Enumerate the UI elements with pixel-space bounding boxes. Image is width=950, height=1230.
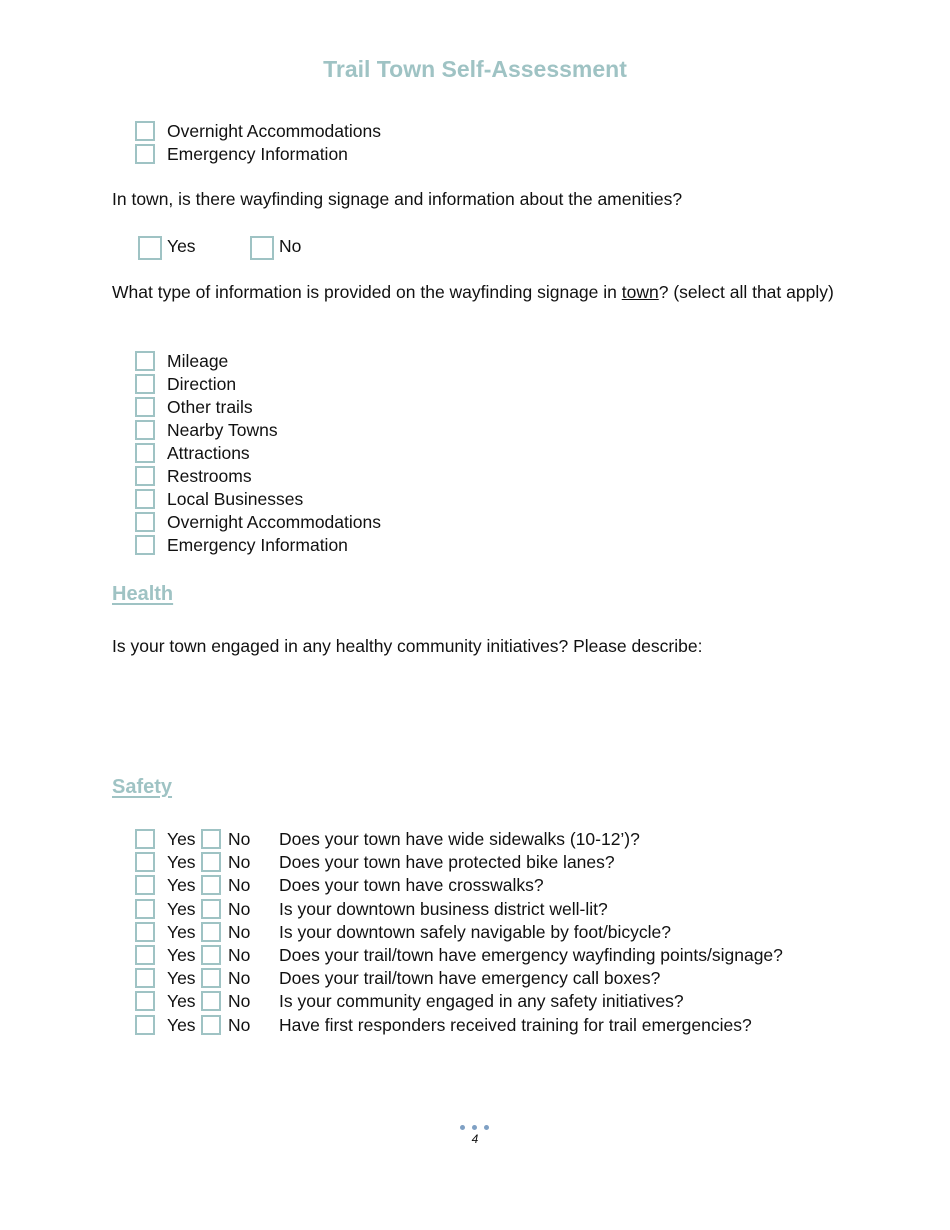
no-checkbox[interactable] [250,236,274,260]
yes-label: Yes [167,875,196,896]
checkbox[interactable] [135,489,155,509]
no-checkbox[interactable] [201,968,221,988]
yes-label: Yes [167,921,196,942]
footer-dots-icon [460,1125,490,1131]
no-checkbox[interactable] [201,945,221,965]
checkbox-label: Other trails [167,397,253,417]
info-question-underlined: town [621,282,659,302]
yes-checkbox[interactable] [135,852,155,872]
safety-question: Is your community engaged in any safety initiatives? [279,991,684,1012]
checkbox[interactable] [135,144,155,164]
checkbox[interactable] [135,512,155,532]
yes-checkbox[interactable] [138,236,162,260]
no-checkbox[interactable] [201,922,221,942]
safety-question: Does your trail/town have emergency call boxes? [279,968,661,989]
safety-question: Does your town have wide sidewalks (10-12’)? [279,829,640,849]
yes-checkbox[interactable] [135,968,155,988]
page-title: Trail Town Self-Assessment [323,56,627,82]
safety-question: Have first responders received training for trail emergencies? [279,1014,752,1035]
no-label: No [279,236,302,256]
yes-checkbox[interactable] [135,991,155,1011]
checkbox-label: Attractions [167,443,250,463]
checkbox-label: Overnight Accommodations [167,512,381,532]
no-checkbox[interactable] [201,991,221,1011]
safety-heading: Safety [112,776,173,798]
safety-question: Does your town have crosswalks? [279,875,544,896]
yes-label: Yes [167,236,196,256]
yes-checkbox[interactable] [135,829,155,849]
dot-icon [484,1125,489,1130]
yes-checkbox[interactable] [135,1015,155,1035]
yes-label: Yes [167,852,196,873]
info-type-question [112,281,842,304]
checkbox-label: Local Businesses [167,489,304,509]
checkbox[interactable] [135,420,155,440]
no-label: No [228,898,251,919]
yes-label: Yes [167,968,196,989]
no-label: No [228,921,251,942]
safety-question: Is your downtown business district well-lit? [279,898,608,919]
dot-icon [472,1125,477,1130]
no-checkbox[interactable] [201,829,221,849]
no-label: No [228,968,251,989]
checkbox-label: Emergency Information [167,535,348,555]
page-number: 4 [471,1132,479,1146]
checkbox[interactable] [135,351,155,371]
no-checkbox[interactable] [201,852,221,872]
wayfinding-question: In town, is there wayfinding signage and information about the amenities? [112,189,683,209]
checkbox-label: Restrooms [167,466,252,486]
yes-label: Yes [167,991,196,1012]
no-label: No [228,1014,251,1035]
info-question-text-after: ? (select all that apply) [658,282,834,302]
checkbox-label: Emergency Information [167,144,348,164]
health-question: Is your town engaged in any healthy community initiatives? Please describe: [112,636,703,656]
checkbox[interactable] [135,374,155,394]
yes-checkbox[interactable] [135,922,155,942]
no-checkbox[interactable] [201,875,221,895]
safety-question: Is your downtown safely navigable by foot/bicycle? [279,921,672,942]
checkbox[interactable] [135,466,155,486]
info-question-text: What type of information is provided on the wayfinding signage in [112,282,622,302]
no-label: No [228,875,251,896]
checkbox-label: Overnight Accommodations [167,121,381,141]
yes-label: Yes [167,898,196,919]
yes-checkbox[interactable] [135,875,155,895]
checkbox[interactable] [135,443,155,463]
checkbox[interactable] [135,121,155,141]
no-checkbox[interactable] [201,899,221,919]
no-checkbox[interactable] [201,1015,221,1035]
checkbox-label: Direction [167,374,237,394]
no-label: No [228,852,251,873]
checkbox[interactable] [135,397,155,417]
yes-label: Yes [167,1014,196,1035]
dot-icon [460,1125,465,1130]
yes-label: Yes [167,829,196,849]
checkbox[interactable] [135,535,155,555]
yes-checkbox[interactable] [135,945,155,965]
safety-question: Does your town have protected bike lanes? [279,852,615,873]
no-label: No [228,944,251,965]
no-label: No [228,991,251,1012]
checkbox-label: Mileage [167,351,229,371]
yes-label: Yes [167,944,196,965]
safety-question: Does your trail/town have emergency wayfinding points/signage? [279,944,783,965]
no-label: No [228,829,251,849]
yes-checkbox[interactable] [135,899,155,919]
checkbox-label: Nearby Towns [167,420,278,440]
health-heading: Health [112,583,174,605]
